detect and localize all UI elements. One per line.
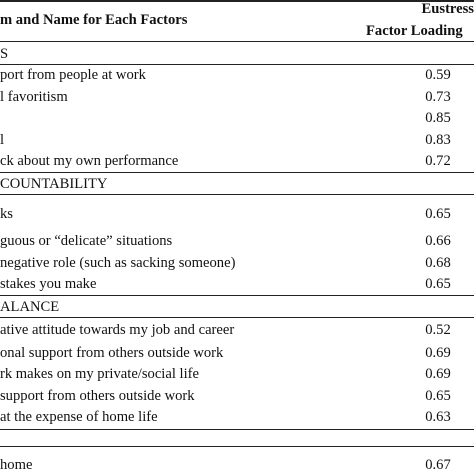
table-row-label: ks xyxy=(0,206,13,222)
table-row-value: 0.66 xyxy=(425,233,451,249)
table-row-value: 0.85 xyxy=(425,110,451,126)
table-row-label: onal support from others outside work xyxy=(0,345,224,361)
section-rule xyxy=(0,194,474,195)
table-row-label: l favoritism xyxy=(0,89,68,105)
table-row-label: stakes you make xyxy=(0,276,97,292)
table-row-value: 0.65 xyxy=(425,276,451,292)
header-item-column: m and Name for Each Factors xyxy=(0,12,188,28)
section-title: COUNTABILITY xyxy=(0,176,108,192)
table-row-value: 0.59 xyxy=(425,67,451,83)
table-row-label: guous or “delicate” situations xyxy=(0,233,173,249)
table-row-value: 0.83 xyxy=(425,132,451,148)
table-row-value: 0.65 xyxy=(425,388,451,404)
table-row-value: 0.72 xyxy=(425,153,451,169)
table-row-label: negative role (such as sacking someone) xyxy=(0,255,236,271)
table-row-value: 0.68 xyxy=(425,255,451,271)
table-row-label: support from others outside work xyxy=(0,388,195,404)
table-row-label: ck about my own performance xyxy=(0,153,179,169)
table-row-value: 0.63 xyxy=(425,409,451,425)
table-row-value: 0.65 xyxy=(425,206,451,222)
header-eustress: Eustress xyxy=(421,1,474,17)
section-rule xyxy=(0,429,474,430)
table-row-label: ative attitude towards my job and career xyxy=(0,322,235,338)
header-rule xyxy=(0,41,474,42)
section-rule xyxy=(0,317,474,318)
section-rule xyxy=(0,64,474,65)
section-rule xyxy=(0,172,474,173)
table-row-value: 0.52 xyxy=(425,322,451,338)
table-row-label: at the expense of home life xyxy=(0,409,158,425)
table-row-label: home xyxy=(0,457,33,473)
table-row-label: l xyxy=(0,132,5,148)
section-title: ALANCE xyxy=(0,299,60,315)
table-row-value: 0.69 xyxy=(425,366,451,382)
table-row-label: rk makes on my private/social life xyxy=(0,366,199,382)
section-title: S xyxy=(0,46,9,62)
table-row-value: 0.69 xyxy=(425,345,451,361)
table-row-value: 0.67 xyxy=(425,457,451,473)
header-factor-loading: Factor Loading xyxy=(366,23,463,39)
section-rule xyxy=(0,446,474,447)
section-rule xyxy=(0,295,474,296)
table-row-label: port from people at work xyxy=(0,67,146,83)
table-row-value: 0.73 xyxy=(425,89,451,105)
